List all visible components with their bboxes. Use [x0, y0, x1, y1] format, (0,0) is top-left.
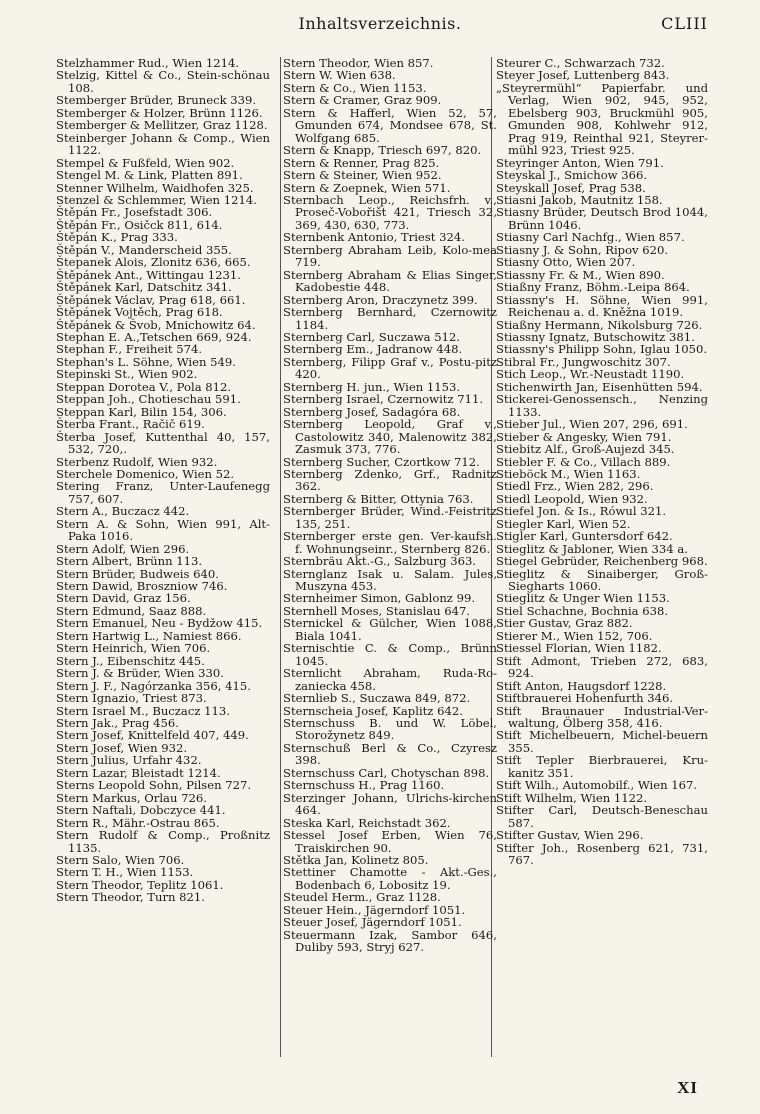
- index-entry: Stiasny Carl Nachfg., Wien 857.: [496, 230, 685, 245]
- index-entry: Stenzel & Schlemmer, Wien 1214.: [56, 192, 257, 207]
- index-entry: Štěpánek Vojtěch, Prag 618.: [56, 305, 223, 320]
- index-entry: Stiegler Karl, Wien 52.: [496, 516, 631, 531]
- index-entry: Stern R., Mähr.-Ostrau 865.: [56, 815, 220, 830]
- index-entry: Stiassny's Philipp Sohn, Iglau 1050.: [496, 342, 708, 357]
- index-entry: Sternberg Aron, Draczynetz 399.: [283, 292, 478, 307]
- index-entry: Stieglitz & Jabloner, Wien 334 a.: [496, 541, 688, 556]
- index-entry: Stich Leop., Wr.-Neustadt 1190.: [496, 367, 685, 382]
- index-entry: Steudel Herm., Graz 1128.: [283, 890, 441, 905]
- index-entry: Sternschuss Carl, Chotyschan 898.: [283, 765, 490, 780]
- index-entry: Stern W. Wien 638.: [283, 68, 396, 83]
- index-entry: Sterchele Domenico, Wien 52.: [56, 466, 235, 481]
- index-entry: Stiassny Ignatz, Butschowitz 381.: [496, 329, 695, 344]
- index-entry: Stiassny Fr. & M., Wien 890.: [496, 267, 665, 282]
- index-entry: Sternberg Zdenko, Grf., Radnitz 362.: [283, 466, 497, 494]
- index-entry: Stier Gustav, Graz 882.: [496, 616, 633, 631]
- index-entry: Stemberger & Mellitzer, Graz 1128.: [56, 118, 268, 133]
- index-entry: Steska Karl, Reichstadt 362.: [283, 815, 451, 830]
- index-entry: Stiefel Jon. & Is., Rówul 321.: [496, 504, 667, 519]
- index-entry: Stieglitz & Unger Wien 1153.: [496, 591, 670, 606]
- index-entry: Stern J. F., Nagórzanka 356, 415.: [56, 678, 251, 693]
- index-entry: Štěpán Fr., Josefstadt 306.: [56, 205, 213, 220]
- index-entry: Stift Tepler Bierbrauerei, Kru-kanitz 351.: [496, 753, 708, 780]
- index-entry: Stephan E. A.,Tetschen 669, 924.: [56, 329, 252, 344]
- index-entry: Stern Josef, Wien 932.: [56, 740, 188, 755]
- index-entry: Sternischtie C. & Comp., Brünn 1045.: [283, 641, 497, 668]
- index-entry: Sternglanz Isak u. Salam. Jules, Muszyna 453.: [283, 566, 497, 594]
- index-entry: Stern & Hafferl, Wien 52, 57, Gmunden 674, Mondsee 678, St. Wolfgang 685.: [283, 105, 497, 145]
- index-entry: Stern Edmund, Saaz 888.: [56, 603, 207, 618]
- index-column-1: [56, 57, 270, 1061]
- index-entry: Stern J. & Brüder, Wien 330.: [56, 666, 224, 681]
- index-entry: Stephan F., Freiheit 574.: [56, 342, 203, 357]
- index-entry: Stiaßny Hermann, Nikolsburg 726.: [496, 317, 703, 332]
- index-entry: Šterba Josef, Kuttenthal 40, 157, 532, 720,.: [56, 429, 270, 457]
- index-entry: Sternberg Abraham Leib, Kolo-mea 719.: [283, 242, 497, 270]
- index-entry: Sternlicht Abraham, Ruda-Ro-zaniecka 458.: [283, 666, 497, 693]
- index-entry: Sterbenz Rudolf, Wien 932.: [56, 454, 218, 469]
- index-entry: Štěpán Fr., Osičck 811, 614.: [56, 217, 223, 232]
- index-entry: Stickerei-Genossensch., Nenzing 1133.: [496, 392, 708, 419]
- index-entry: Stern Emanuel, Neu - Bydžow 415.: [56, 616, 263, 631]
- index-entry: Stelzhammer Rud., Wien 1214.: [56, 57, 240, 70]
- index-entry: Stiasny J. & Sohn, Ripov 620.: [496, 242, 669, 257]
- index-entry: Stiasny Otto, Wien 207.: [496, 255, 636, 270]
- index-entry: Stern Rudolf & Comp., Proßnitz 1135.: [56, 828, 270, 855]
- index-entry: Sternschuß Berl & Co., Czyresz 398.: [283, 740, 497, 768]
- index-entry: Štěpán V., Manderscheid 355.: [56, 242, 232, 257]
- index-entry: Sternberg Josef, Sadagóra 68.: [283, 404, 461, 419]
- index-entry: Sternberg Leopold, Graf v., Castolowitz 340, Malenowitz 382, Zasmuk 373, 776.: [283, 417, 497, 457]
- index-entry: „Steyrermühl“ Papierfabr. und Verlag, Wien 902, 945, 952, Ebelsberg 903, Bruckmühl 905, Gmunden 908, Kohlwehr 912, Prag 919, Reinthal 921, Steyrer-mühl 923, Triest 925.: [496, 80, 708, 158]
- index-entry: Sternberg & Bitter, Ottynia 763.: [283, 491, 474, 506]
- index-entry: Stiaßny Franz, Böhm.-Leipa 864.: [496, 280, 690, 295]
- index-entry: Sternschuss H., Prag 1160.: [283, 778, 445, 793]
- index-entry: Stern Israel M., Buczacz 113.: [56, 703, 230, 718]
- index-entry: Stephan's L. Söhne, Wien 549.: [56, 354, 236, 369]
- index-entry: Steuer Hein., Jägerndorf 1051.: [283, 902, 466, 917]
- index-entry: Sternberg, Filipp Graf v., Postu-pitz 420.: [283, 354, 497, 382]
- index-entry: Stifter Gustav, Wien 296.: [496, 828, 644, 843]
- index-entry: Štepanek Alois, Zlonitz 636, 665.: [56, 255, 251, 270]
- index-entry: Stifter Carl, Deutsch-Beneschau 587.: [496, 803, 708, 830]
- index-entry: Stern Albert, Brünn 113.: [56, 554, 203, 569]
- index-entry: Stern Josef, Knittelfeld 407, 449.: [56, 728, 249, 743]
- index-entry: Stift Anton, Haugsdorf 1228.: [496, 678, 667, 693]
- index-entry: Stern Theodor, Wien 857.: [283, 57, 434, 70]
- index-entry: Stern Theodor, Turn 821.: [56, 890, 205, 905]
- index-entry: Stiedl Frz., Wien 282, 296.: [496, 479, 654, 494]
- index-entry: Stern Ignazio, Triest 873.: [56, 691, 207, 706]
- index-entry: Stern Brüder, Budweis 640.: [56, 566, 219, 581]
- index-entry: Stern & Knapp, Triesch 697, 820.: [283, 143, 482, 158]
- index-entry: Stichenwirth Jan, Eisenhütten 594.: [496, 379, 703, 394]
- index-entry: Stiftbrauerei Hohenfurth 346.: [496, 691, 674, 706]
- index-entry: Sternberg Bernhard, Czernowitz 1184.: [283, 305, 497, 332]
- index-entry: Stieber & Angesky, Wien 791.: [496, 429, 672, 444]
- index-entry: Steyskal J., Smichow 366.: [496, 168, 648, 183]
- index-entry: Steyringer Anton, Wien 791.: [496, 155, 664, 170]
- index-entry: Stern Hartwig L., Namiest 866.: [56, 628, 242, 643]
- index-entry: Sternberg Abraham & Elias Singer, Kadobestie 448.: [283, 267, 497, 295]
- index-entry: Stern J., Eibenschitz 445.: [56, 653, 205, 668]
- index-entry: Stibral Fr., Jungwoschitz 307.: [496, 354, 671, 369]
- index-entry: Stern Lazar, Bleistadt 1214.: [56, 765, 221, 780]
- index-entry: Sterzinger Johann, Ulrichs-kirchen 464.: [283, 790, 497, 818]
- index-entry: Stern & Cramer, Graz 909.: [283, 93, 442, 108]
- index-entry: Stettiner Chamotte - Akt.-Ges., Bodenbach 6, Lobositz 19.: [283, 865, 497, 892]
- page-header: [0, 0, 760, 42]
- index-entry: Steppan Joh., Chotieschau 591.: [56, 392, 241, 407]
- index-entry: Stětka Jan, Kolinetz 805.: [283, 853, 429, 867]
- index-entry: Stift Wilh., Automobilf., Wien 167.: [496, 778, 698, 793]
- index-entry: Stern Salo, Wien 706.: [56, 853, 185, 867]
- index-entry: Steppan Dorotea V., Pola 812.: [56, 379, 232, 394]
- index-entry: Stiebitz Alf., Groß-Aujezd 345.: [496, 442, 675, 457]
- index-entry: Stern Dawid, Broszniow 746.: [56, 579, 228, 594]
- page-number: CLIII: [661, 14, 708, 33]
- index-entry: Sternberg Sucher, Czortkow 712.: [283, 454, 480, 469]
- index-entry: Sternberger erste gen. Ver-kaufsh. f. Wohnungseinr., Sternberg 826.: [283, 529, 497, 556]
- index-column-3: [496, 57, 708, 1061]
- index-entry: Stessel Josef Erben, Wien 76, Traiskirchen 90.: [283, 828, 497, 855]
- index-entry: Stern & Renner, Prag 825.: [283, 155, 440, 170]
- index-entry: Stern David, Graz 156.: [56, 591, 191, 606]
- index-entry: Stern & Zoepnek, Wien 571.: [283, 180, 451, 195]
- index-entry: Sternheimer Simon, Gablonz 99.: [283, 591, 476, 606]
- index-entry: Steyskall Josef, Prag 538.: [496, 180, 646, 195]
- index-entry: Stiassny's H. Söhne, Wien 991, Reichenau a. d. Kněžna 1019.: [496, 292, 708, 320]
- index-entry: Stern Heinrich, Wien 706.: [56, 641, 211, 656]
- index-entry: Sternschuss B. und W. Löbel, Storožynetz 849.: [283, 716, 497, 743]
- index-entry: Steurer C., Schwarzach 732.: [496, 57, 665, 70]
- index-entry: Stempel & Fußfeld, Wien 902.: [56, 155, 235, 170]
- index-entry: Štěpánek Václav, Prag 618, 661.: [56, 292, 246, 307]
- page-title: Inhaltsverzeichnis.: [298, 14, 462, 33]
- index-entry: Stiedl Leopold, Wien 932.: [496, 491, 648, 506]
- index-entry: Sterns Leopold Sohn, Pilsen 727.: [56, 778, 252, 793]
- index-entry: Šterba Frant., Račič 619.: [56, 417, 205, 432]
- index-entry: Sternberg Israel, Czernowitz 711.: [283, 392, 484, 407]
- index-entry: Stern Theodor, Teplitz 1061.: [56, 877, 224, 892]
- index-entry: Sternbach Leop., Reichsfrh. v., Proseč-Vobořišt 421, Triesch 32, 369, 430, 630, 773.: [283, 192, 497, 232]
- index-entry: Stern Markus, Orlau 726.: [56, 790, 207, 805]
- index-entry: Stiel Schachne, Bochnia 638.: [496, 603, 669, 618]
- index-entry: Štěpán K., Prag 333.: [56, 230, 178, 245]
- index-entry: Stift Michelbeuern, Michel-beuern 355.: [496, 728, 708, 755]
- index-entry: Stiegel Gebrüder, Reichenberg 968.: [496, 554, 708, 569]
- index-entry: Stemberger & Holzer, Brünn 1126.: [56, 105, 263, 120]
- index-entry: Sternlieb S., Suczawa 849, 872.: [283, 691, 471, 706]
- index-entry: Sternscheia Josef, Kaplitz 642.: [283, 703, 463, 718]
- index-entry: Stering Franz, Unter-Laufenegg 757, 607.: [56, 479, 270, 506]
- index-entry: Steuer Josef, Jägerndorf 1051.: [283, 915, 462, 930]
- index-entry: Stern A. & Sohn, Wien 991, Alt-Paka 1016.: [56, 516, 270, 544]
- index-entry: Stern & Co., Wien 1153.: [283, 80, 427, 95]
- index-entry: Stiessel Florian, Wien 1182.: [496, 641, 662, 656]
- index-entry: Steuermann Izak, Sambor 646, Duliby 593, Stryj 627.: [283, 927, 497, 955]
- index-entry: Sternbenk Antonio, Triest 324.: [283, 230, 465, 245]
- index-entry: Stierer M., Wien 152, 706.: [496, 628, 653, 643]
- index-entry: Steyer Josef, Luttenberg 843.: [496, 68, 670, 83]
- index-column-2: [283, 57, 497, 1061]
- index-entry: Stift Admont, Trieben 272, 683, 924.: [496, 653, 708, 681]
- index-entry: Stenner Wilhelm, Waidhofen 325.: [56, 180, 254, 195]
- index-entry: Sternberg H. jun., Wien 1153.: [283, 379, 461, 394]
- index-entry: Steinberger Johann & Comp., Wien 1122.: [56, 130, 270, 158]
- index-entry: Stigler Karl, Guntersdorf 642.: [496, 529, 673, 544]
- index-entry: Stern Jak., Prag 456.: [56, 716, 179, 731]
- index-entry: Stepinski St., Wien 902.: [56, 367, 198, 382]
- index-entry: Stern Julius, Urfahr 432.: [56, 753, 202, 768]
- index-entry: Sternberg Em., Jadranow 448.: [283, 342, 463, 357]
- index-entry: Stiasny Brüder, Deutsch Brod 1044, Brünn 1046.: [496, 205, 708, 232]
- index-entry: Stern Adolf, Wien 296.: [56, 541, 190, 556]
- index-entry: Stiasni Jakob, Mautnitz 158.: [496, 192, 663, 207]
- index-entry: Stifter Joh., Rosenberg 621, 731, 767.: [496, 840, 708, 867]
- index-entry: Stieglitz & Sinaiberger, Groß-Siegharts 1060.: [496, 566, 708, 594]
- index-entry: Stieber Jul., Wien 207, 296, 691.: [496, 417, 688, 432]
- index-columns: [56, 57, 708, 1061]
- index-entry: Štěpánek Ant., Wittingau 1231.: [56, 267, 241, 282]
- index-entry: Štěpánek Karl, Datschitz 341.: [56, 280, 232, 295]
- index-entry: Štěpánek & Švob, Mnichowitz 64.: [56, 317, 256, 332]
- index-entry: Sternhell Moses, Stanislau 647.: [283, 603, 471, 618]
- index-entry: Stern & Steiner, Wien 952.: [283, 168, 442, 183]
- index-entry: Sternbräu Akt.-G., Salzburg 363.: [283, 554, 477, 569]
- index-entry: Stift Wilhelm, Wien 1122.: [496, 790, 648, 805]
- index-entry: Stern T. H., Wien 1153.: [56, 865, 194, 880]
- signature-mark: XI: [677, 1078, 698, 1097]
- index-entry: Stelzig, Kittel & Co., Stein-schönau 108.: [56, 68, 270, 95]
- index-entry: Stieböck M., Wien 1163.: [496, 466, 641, 481]
- index-entry: Stift Braunauer Industrial-Ver-waltung, Ölberg 358, 416.: [496, 703, 708, 731]
- index-entry: Sternberger Brüder, Wind.-Feistritz 135, 251.: [283, 504, 497, 531]
- index-entry: Stiebler F. & Co., Villach 889.: [496, 454, 671, 469]
- index-entry: Stemberger Brüder, Bruneck 339.: [56, 93, 257, 108]
- index-entry: Steppan Karl, Bilin 154, 306.: [56, 404, 227, 419]
- index-entry: Stern Naftali, Dobczyce 441.: [56, 803, 226, 818]
- index-entry: Sternickel & Gülcher, Wien 1088, Biala 1041.: [283, 616, 497, 643]
- index-entry: Stengel M. & Link, Platten 891.: [56, 168, 243, 183]
- index-entry: Sternberg Carl, Suczawa 512.: [283, 329, 461, 344]
- index-entry: Stern A., Buczacz 442.: [56, 504, 190, 519]
